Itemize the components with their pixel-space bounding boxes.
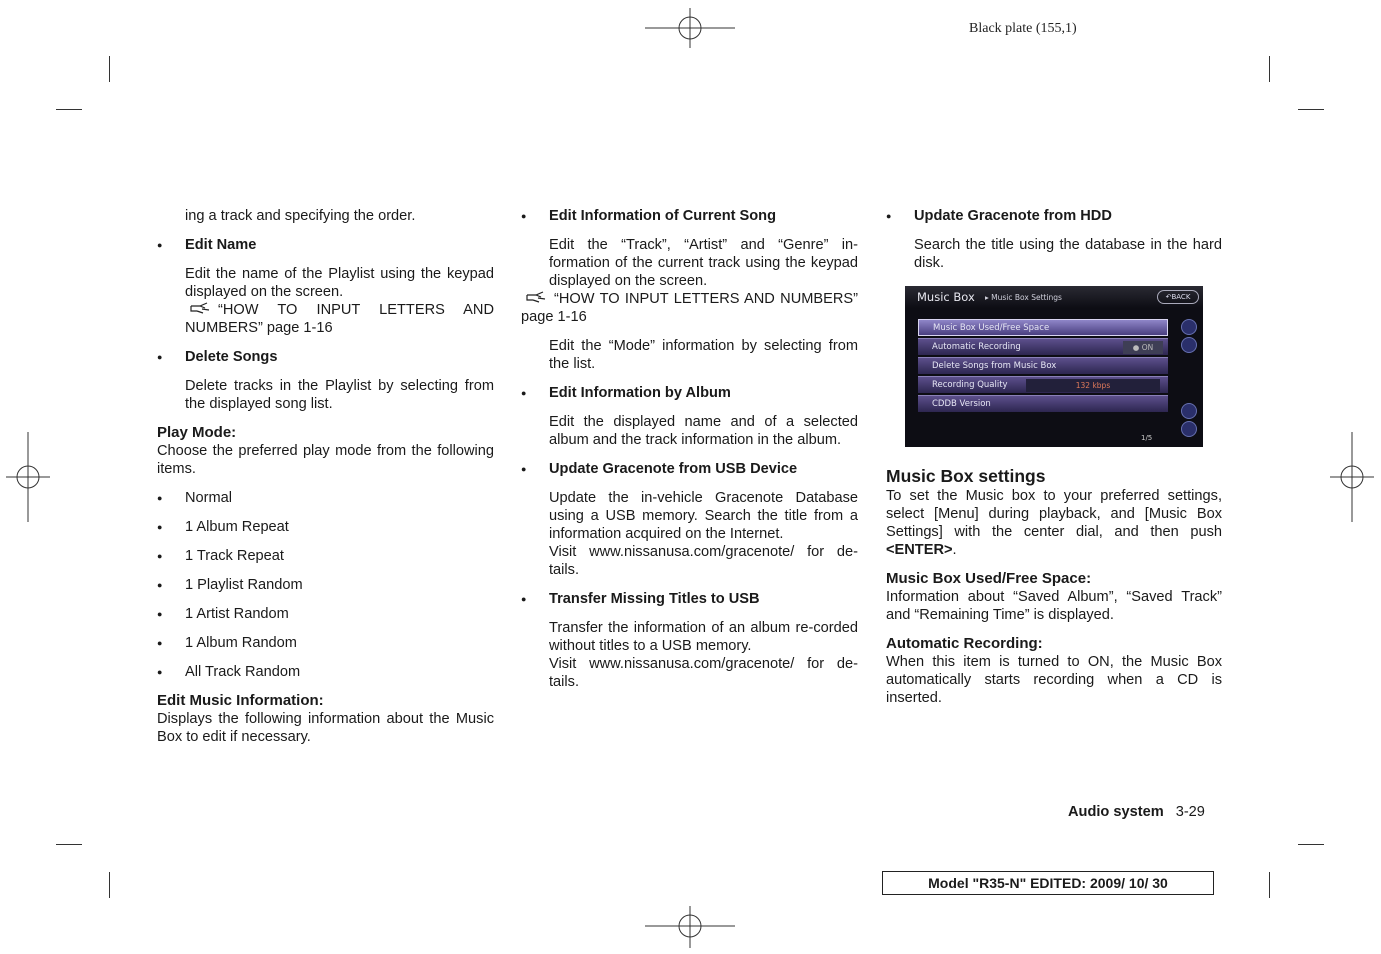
column-right [886, 207, 1222, 272]
delete-songs-text: Delete tracks in the Playlist by selecting from the displayed song list. [185, 378, 494, 412]
crop-mark [1269, 872, 1270, 898]
screen-breadcrumb: ▸ Music Box Settings [985, 293, 1062, 302]
screen-menu-item-label: Automatic Recording [932, 342, 1021, 352]
crop-mark [1298, 844, 1324, 845]
registration-mark-right [1330, 432, 1374, 522]
screen-menu-item [918, 338, 1168, 355]
current-song-text2: Edit the “Mode” information by selecting from the list. [549, 338, 858, 372]
screen-menu-item: Music Box Used/Free Space [918, 319, 1168, 336]
list-item: ● 1 Album Repeat [157, 518, 494, 536]
edit-name-ref-text: “HOW TO INPUT LETTERS AND NUMBERS” page 1-16 [185, 302, 494, 336]
section-name: Audio system [1068, 804, 1164, 820]
auto-recording-text: When this item is turned to ON, the Music Box automatically starts recording when a CD is inserted. [886, 654, 1222, 706]
heading-auto-recording: Automatic Recording: [886, 635, 1043, 652]
column-left [157, 207, 494, 746]
heading-music-box-settings: Music Box settings [886, 466, 1046, 486]
crop-mark [56, 844, 82, 845]
bullet-edit-name: ● Edit Name [157, 236, 494, 254]
heading-used-free: Music Box Used/Free Space: [886, 570, 1092, 587]
screen-back-button: ↶BACK [1157, 290, 1199, 304]
bullet-gracenote-hdd: ● Update Gracenote from HDD [886, 207, 1222, 225]
list-item: ● Normal [157, 489, 494, 507]
column-middle [521, 207, 858, 691]
list-item: ● All Track Random [157, 663, 494, 681]
screen-menu-item-label: Recording Quality [932, 380, 1008, 390]
by-album-text: Edit the displayed name and of a selected album and the track information in the album. [549, 414, 858, 448]
plate-label: Black plate (155,1) [969, 21, 1077, 36]
screen-menu-item: Delete Songs from Music Box [918, 357, 1168, 374]
screen-page-indicator: 1/5 [1141, 434, 1153, 442]
page-footer [1068, 804, 1205, 820]
enter-key: <ENTER> [886, 542, 953, 558]
bullet-current-song: ● Edit Information of Current Song [521, 207, 858, 225]
used-free-text: Information about “Saved Album”, “Saved Track” and “Remaining Time” is displayed. [886, 589, 1222, 623]
gracenote-usb-text: Update the in-vehicle Gracenote Database using a USB memory. Search the title from a information acquired on the Internet. [549, 490, 858, 542]
list-item: ● 1 Playlist Random [157, 576, 494, 594]
page-number: 3-29 [1175, 804, 1205, 820]
reference-hand-icon [190, 301, 216, 315]
model-edit-box: Model "R35-N" EDITED: 2009/ 10/ 30 [882, 871, 1214, 895]
transfer-visit: Visit www.nissanusa.com/gracenote/ for de-tails. [549, 656, 858, 690]
current-song-ref-text: “HOW TO INPUT LETTERS AND NUMBERS” page 1-16 [521, 291, 858, 325]
crop-mark [1269, 56, 1270, 82]
column-right-lower [886, 447, 1222, 707]
screen-scroll-up-icon [1181, 337, 1197, 353]
gracenote-usb-visit: Visit www.nissanusa.com/gracenote/ for de-tails. [549, 544, 858, 578]
heading-edit-music: Edit Music Information: [157, 692, 324, 709]
list-item: ● 1 Artist Random [157, 605, 494, 623]
screen-scroll-down-icon [1181, 403, 1197, 419]
screen-title: Music Box [917, 290, 975, 304]
screen-scroll-icon [1181, 421, 1197, 437]
continued-text: ing a track and specifying the order. [185, 208, 416, 224]
crop-mark [1298, 109, 1324, 110]
screen-scroll-icon [1181, 319, 1197, 335]
list-item: ● 1 Album Random [157, 634, 494, 652]
screen-quality-value: 132 kbps [1026, 379, 1160, 392]
settings-text: To set the Music box to your preferred settings, select [Menu] during playback, and [Music Box Settings] with the center dial, and then push <ENTER>. [886, 488, 1222, 558]
screen-menu-item: CDDB Version [918, 395, 1168, 412]
list-item: ● 1 Track Repeat [157, 547, 494, 565]
crop-mark [109, 56, 110, 82]
bullet-transfer: ● Transfer Missing Titles to USB [521, 590, 858, 608]
current-song-text: Edit the “Track”, “Artist” and “Genre” in-formation of the current track using the keypad displayed on the screen. [549, 237, 858, 289]
play-mode-text: Choose the preferred play mode from the following items. [157, 443, 494, 477]
screen-menu-item [918, 376, 1168, 393]
heading-play-mode: Play Mode: [157, 424, 237, 441]
settings-text-body: To set the Music box to your preferred settings, select [Menu] during playback, and [Music Box Settings] with the center dial, and then push [886, 488, 1222, 540]
registration-mark-bottom [645, 906, 735, 948]
edit-name-ref [185, 301, 494, 337]
screen-toggle-value: ● ON [1123, 341, 1163, 354]
transfer-text: Transfer the information of an album re-corded without titles to a USB memory. [549, 620, 858, 654]
registration-mark-top [645, 8, 735, 48]
crop-mark [109, 872, 110, 898]
gracenote-hdd-text: Search the title using the database in the hard disk. [914, 237, 1222, 271]
bullet-by-album: ● Edit Information by Album [521, 384, 858, 402]
reference-hand-icon [526, 290, 552, 304]
bullet-delete-songs: ● Delete Songs [157, 348, 494, 366]
registration-mark-left [6, 432, 50, 522]
bullet-gracenote-usb: ● Update Gracenote from USB Device [521, 460, 858, 478]
current-song-ref [521, 290, 858, 326]
edit-name-text: Edit the name of the Playlist using the keypad displayed on the screen. [185, 266, 494, 300]
music-box-settings-screen [905, 286, 1203, 447]
edit-music-text: Displays the following information about the Music Box to edit if necessary. [157, 711, 494, 745]
crop-mark [56, 109, 82, 110]
